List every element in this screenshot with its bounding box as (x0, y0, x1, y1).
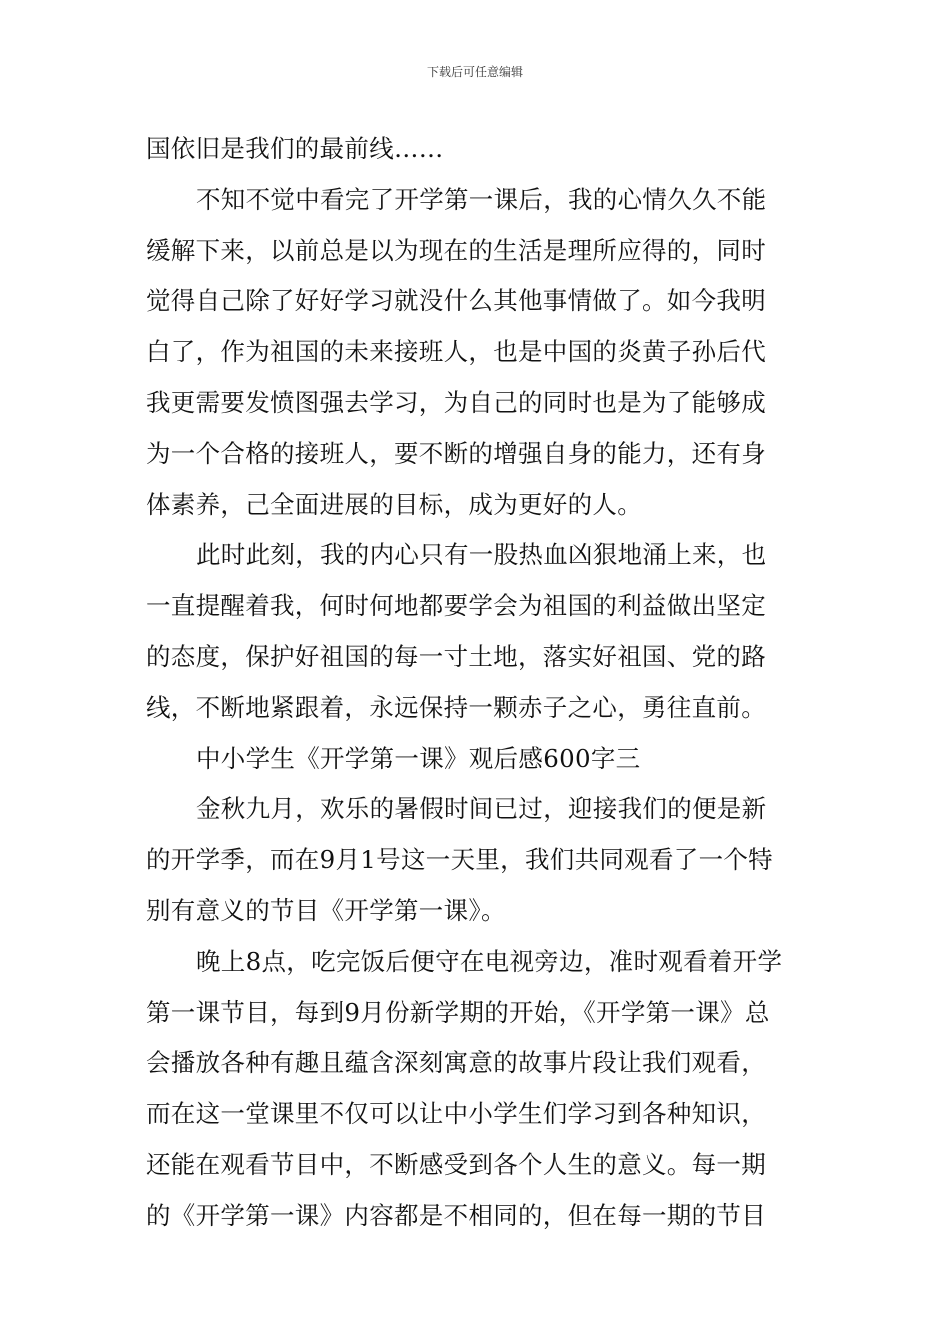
text-line: 的态度，保护好祖国的每一寸土地，落实好祖国、党的路 (146, 641, 766, 671)
text-line: 的开学季，而在9月1号这一天里，我们共同观看了一个特 (146, 845, 773, 875)
text-line: 线，不断地紧跟着，永远保持一颗赤子之心，勇往直前。 (146, 692, 766, 722)
text-line: 而在这一堂课里不仅可以让中小学生们学习到各种知识， (146, 1099, 766, 1129)
document-body (146, 124, 816, 1242)
text-line: 别有意义的节目《开学第一课》。 (146, 895, 506, 925)
text-line: 会播放各种有趣且蕴含深刻寓意的故事片段让我们观看， (146, 1048, 766, 1078)
text-line: 缓解下来，以前总是以为现在的生活是理所应得的，同时 (146, 235, 766, 265)
text-line: 金秋九月，欢乐的暑假时间已过，迎接我们的便是新 (196, 794, 767, 824)
text-line: 不知不觉中看完了开学第一课后，我的心情久久不能 (196, 184, 767, 214)
text-line: 还能在观看节目中，不断感受到各个人生的意义。每一期 (146, 1149, 766, 1179)
text-line: 觉得自己除了好好学习就没什么其他事情做了。如今我明 (146, 286, 766, 316)
text-line: 此时此刻，我的内心只有一股热血凶狠地涌上来，也 (196, 540, 767, 570)
text-line: 的《开学第一课》内容都是不相同的，但在每一期的节目 (146, 1200, 766, 1230)
text-line: 晚上8点，吃完饭后便守在电视旁边，准时观看着开学 (196, 946, 783, 976)
page-header: 下载后可任意编辑 (426, 65, 523, 79)
text-line: 国依旧是我们的最前线…… (146, 134, 444, 163)
section-heading: 中小学生《开学第一课》观后感600字三 (196, 743, 641, 773)
text-line: 一直提醒着我，何时何地都要学会为祖国的利益做出坚定 (146, 591, 766, 621)
text-line: 为一个合格的接班人，要不断的增强自身的能力，还有身 (146, 438, 766, 468)
text-line: 第一课节目，每到9月份新学期的开始，《开学第一课》总 (146, 997, 770, 1027)
text-line: 白了，作为祖国的未来接班人，也是中国的炎黄子孙后代 (146, 337, 766, 367)
text-line: 我更需要发愤图强去学习，为自己的同时也是为了能够成 (146, 387, 766, 417)
text-line: 体素养，己全面进展的目标，成为更好的人。 (146, 489, 642, 519)
